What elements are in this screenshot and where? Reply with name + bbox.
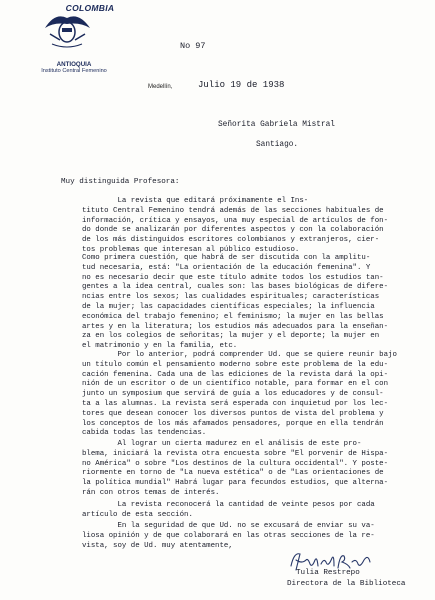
signer-name: Tulia Restrepo (296, 569, 360, 577)
letterhead-department: ANTIOQUIA (56, 61, 92, 68)
paragraph-2: Como primera cuestión, que habrá de ser discutida con la amplitu- tud necesaria, está: "La orientación de la educación femenina". Y no es necesario decir que este título admite todos los estudios tan- gentes a la idea central, cuales son: las bases biológicas de difere- ncias entre los sexos; las cualidades espirituales; características de la mujer; las capacidades científicas especiales; la influencia económica del trabajo femenino; el feminismo; la mujer en las bellas artes y en la literatura; los estudios más adecuados para la enseñan- za en los colegios de señoritas; la mujer y el deporte; la mujer en el matrimonio y en la familia, etc. (82, 254, 389, 351)
letter-date: Julio 19 de 1938 (198, 80, 285, 90)
letterhead-city: Medellín, (148, 84, 173, 90)
coat-of-arms-emblem (40, 10, 95, 50)
paragraph-4: Al lograr un cierta madurez en el análisis de este pro- blema, iniciará la revista otra encuesta sobre "El porvenir de Hispa- no América" o sobre "Los destinos de la cultura occidental". Y poste- riormente en torno de "La nueva estética" o de "Las orientaciones de la política mundial" Habrá lugar para fecundos estudios, que alterna- rán con otros temas de interés. (82, 440, 389, 497)
paragraph-3: Por lo anterior, podrá comprender Ud. que se quiere reunir bajo un título común el pensamiento moderno sobre este problema de la edu- cación femenina. Cada una de las ediciones de la revista dará la opi- nión de un escritor o de un científico notable, para formar en el con junto un symposium que servirá de guía a los educadores y de consul- ta a las alumnas. La revista será esperada con inquietud por los lec- tores que desean conocer los diversos puntos de vista del problema y los conceptos de los más afamados pensadores, porque en ella tendrán cabida todas las tendencias. (82, 351, 397, 438)
recipient-name: Señorita Gabriela Mistral (218, 121, 335, 129)
paragraph-1: La revista que editará próximamente el Ins- tituto Central Femenino tendrá además de las secciones habituales de información, crítica y ensayos, una muy especial de artículos de fon- do donde se analizarán por diferentes aspectos y con la colaboración de los más distinguidos escritores colombianos y extranjeros, cier- tos problemas que interesan al público estudioso. (82, 197, 389, 254)
salutation: Muy distinguida Profesora: (61, 178, 180, 186)
letter-number: No 97 (180, 41, 206, 51)
recipient-city: Santiago. (256, 141, 299, 149)
letterhead-institution: Instituto Central Femenino (41, 68, 107, 74)
letterhead-country: COLOMBIA (65, 3, 115, 13)
paragraph-6: En la seguridad de que Ud. no se excusará de enviar su va- liosa opinión y de que colaborará en las otras secciones de la re- vista, soy de Ud. muy atentamente, (82, 522, 375, 550)
paragraph-5: La revista reconocerá la cantidad de veinte pesos por cada artículo de esta sección. (82, 501, 375, 519)
signer-title: Directora de la Biblioteca (287, 580, 406, 588)
